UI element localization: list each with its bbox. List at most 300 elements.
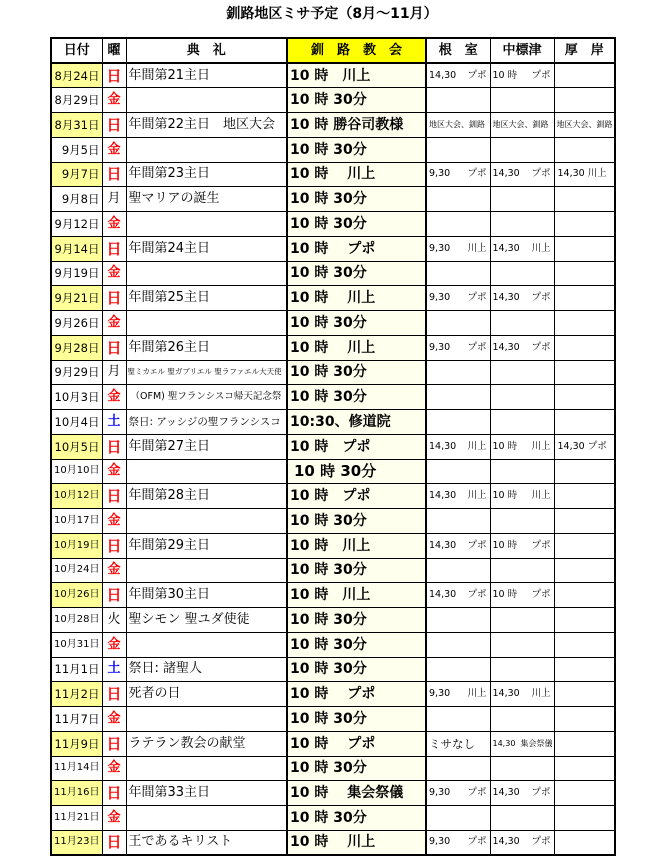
nemuro-cell [426,682,490,707]
schedule-header [51,38,615,63]
nakashibetsu-entry [493,834,551,850]
table-row [51,286,615,311]
nakashibetsu-cell [490,657,554,682]
liturgy-cell: 年間第21主日 [126,63,287,88]
nemuro-entry [429,117,489,133]
nakashibetsu-cell [490,533,554,558]
nakashibetsu-entry [493,290,551,306]
table-row [51,212,615,237]
weekday-cell: 月 [102,187,126,212]
celebrant: プポ [467,787,487,799]
weekday-cell: 日 [102,113,126,138]
nakashibetsu-cell [490,434,554,459]
akkeshi-cell [554,261,615,286]
table-row [51,187,615,212]
celebrant: 川上 [467,490,487,502]
akkeshi-cell [554,63,615,88]
date-cell: 9月28日 [51,335,102,360]
nemuro-cell [426,533,490,558]
nemuro-cell [426,830,490,855]
kushiro-cell: 10 時 川上 [287,63,426,88]
weekday-cell: 日 [102,63,126,88]
table-row [51,682,615,707]
nakashibetsu-entry [493,117,553,133]
date-cell: 10月24日 [51,558,102,583]
nemuro-entry [429,166,487,182]
weekday-cell: 火 [102,608,126,633]
liturgy-cell: 死者の日 [126,682,287,707]
akkeshi-cell [554,434,615,459]
liturgy-cell [126,756,287,781]
akkeshi-cell [554,137,615,162]
table-row [51,63,615,88]
mass-time: 14,30 [557,440,585,452]
nemuro-entry [429,290,487,306]
mass-note: 地区大会、釧路 [556,119,613,129]
mass-time: 14,30 [429,69,457,81]
nakashibetsu-cell [490,113,554,138]
table-row [51,756,615,781]
celebrant: プポ [531,836,551,848]
nemuro-cell [426,261,490,286]
nemuro-entry [429,241,487,257]
nemuro-cell [426,410,490,435]
kushiro-cell: 10 時 川上 [287,533,426,558]
nemuro-entry [429,686,487,702]
date-cell: 9月26日 [51,311,102,336]
nakashibetsu-cell [490,558,554,583]
liturgy-cell: 年間第33主日 [126,781,287,806]
date-cell: 10月3日 [51,385,102,410]
akkeshi-cell [554,657,615,682]
kushiro-cell: 10 時 川上 [287,583,426,608]
celebrant: プポ [531,168,551,180]
table-row [51,162,615,187]
celebrant: プポ [531,69,551,81]
nemuro-entry [429,68,487,84]
celebrant: プポ [531,589,551,601]
mass-time: 14,30 [429,490,457,502]
nakashibetsu-cell [490,187,554,212]
nakashibetsu-cell [490,707,554,732]
mass-time: 9,30 [429,836,451,848]
mass-time: 10 時 [492,490,518,502]
weekday-cell: 日 [102,830,126,855]
liturgy-cell [126,806,287,831]
mass-time: 10 時 [492,440,518,452]
nakashibetsu-cell [490,335,554,360]
celebrant: 川上 [467,242,487,254]
weekday-cell: 金 [102,509,126,534]
nakashibetsu-entry [493,439,551,455]
nakashibetsu-cell [490,360,554,385]
nakashibetsu-cell [490,608,554,633]
weekday-cell: 金 [102,632,126,657]
akkeshi-cell [554,731,615,756]
akkeshi-cell [554,608,615,633]
date-cell: 10月26日 [51,583,102,608]
table-row [51,509,615,534]
nakashibetsu-cell [490,212,554,237]
header-weekday: 曜 [102,38,126,63]
nakashibetsu-cell [490,830,554,855]
celebrant: 川上 [467,440,487,452]
weekday-cell: 日 [102,484,126,509]
kushiro-cell: 10 時 30分 [287,558,426,583]
weekday-cell: 金 [102,385,126,410]
date-cell: 10月4日 [51,410,102,435]
akkeshi-cell [554,806,615,831]
nemuro-cell [426,162,490,187]
kushiro-cell: 10 時 プポ [287,236,426,261]
date-cell: 11月14日 [51,756,102,781]
nemuro-cell [426,632,490,657]
nakashibetsu-cell [490,261,554,286]
date-cell: 10月5日 [51,434,102,459]
nakashibetsu-cell [490,63,554,88]
nakashibetsu-cell [490,137,554,162]
weekday-cell: 金 [102,459,126,484]
akkeshi-cell [554,212,615,237]
akkeshi-cell [554,533,615,558]
weekday-cell: 日 [102,162,126,187]
akkeshi-entry [558,439,612,455]
weekday-cell: 金 [102,756,126,781]
table-row [51,830,615,855]
table-row [51,707,615,732]
table-row [51,608,615,633]
liturgy-cell [126,137,287,162]
mass-time: 14,30 [429,589,457,601]
akkeshi-entry [558,166,612,182]
table-row [51,806,615,831]
nemuro-cell [426,286,490,311]
mass-note: 地区大会、釧路 [429,119,485,129]
celebrant: 川上 [467,688,487,700]
date-cell: 10月10日 [51,459,102,484]
mass-time: 10 時 [492,69,518,81]
akkeshi-cell [554,707,615,732]
akkeshi-cell [554,682,615,707]
mass-note: ミサなし [429,736,475,751]
page-title: 釧路地区ミサ予定（8月～11月） [226,6,438,22]
liturgy-cell [126,509,287,534]
nemuro-cell [426,311,490,336]
weekday-cell: 日 [102,731,126,756]
weekday-cell: 日 [102,335,126,360]
liturgy-cell [126,632,287,657]
table-row [51,459,615,484]
kushiro-cell: 10 時 30分 [287,632,426,657]
kushiro-cell: 10 時 30分 [287,385,426,410]
table-row [51,311,615,336]
weekday-cell: 日 [102,781,126,806]
nemuro-cell [426,335,490,360]
mass-time: 14,30 [557,168,585,180]
table-row [51,360,615,385]
akkeshi-cell [554,632,615,657]
date-cell: 10月28日 [51,608,102,633]
akkeshi-cell [554,583,615,608]
celebrant: プポ [531,341,551,353]
nakashibetsu-entry [493,538,551,554]
table-row [51,583,615,608]
nakashibetsu-cell [490,162,554,187]
kushiro-cell: 10 時 30分 [287,806,426,831]
nakashibetsu-entry [493,68,551,84]
nemuro-entry [429,439,487,455]
weekday-cell: 日 [102,533,126,558]
table-row [51,261,615,286]
weekday-cell: 金 [102,212,126,237]
nakashibetsu-cell [490,682,554,707]
akkeshi-cell [554,113,615,138]
celebrant: 川上 [587,168,607,180]
weekday-cell: 金 [102,806,126,831]
liturgy-cell: 年間第30主日 [126,583,287,608]
kushiro-cell: 10 時 勝谷司教様 [287,113,426,138]
kushiro-cell: 10 時 プポ [287,731,426,756]
mass-time: 14,30 [492,688,520,700]
mass-note: 地区大会、釧路 [492,119,549,129]
table-row [51,781,615,806]
nakashibetsu-cell [490,806,554,831]
liturgy-cell [126,311,287,336]
kushiro-cell: 10 時 30分 [287,187,426,212]
mass-time: 14,30 [492,787,520,799]
nemuro-cell [426,756,490,781]
nemuro-entry [429,340,487,356]
kushiro-cell: 10 時 プポ [287,434,426,459]
nemuro-cell [426,707,490,732]
celebrant: プポ [587,440,607,452]
table-row [51,484,615,509]
celebrant: プポ [467,292,487,304]
kushiro-cell: 10 時 30分 [287,608,426,633]
nakashibetsu-cell [490,632,554,657]
nakashibetsu-cell [490,756,554,781]
akkeshi-cell [554,88,615,113]
kushiro-cell: 10 時 30分 [287,509,426,534]
table-row [51,137,615,162]
date-cell: 9月5日 [51,137,102,162]
table-row [51,410,615,435]
celebrant: プポ [531,787,551,799]
nakashibetsu-entry [493,166,551,182]
nemuro-entry [429,785,487,801]
date-cell: 10月12日 [51,484,102,509]
table-row [51,385,615,410]
akkeshi-entry [557,117,614,133]
liturgy-cell: 年間第28主日 [126,484,287,509]
akkeshi-cell [554,558,615,583]
table-row [51,236,615,261]
table-row [51,335,615,360]
nemuro-cell [426,187,490,212]
kushiro-cell: 10 時 30分 [287,756,426,781]
celebrant: プポ [467,836,487,848]
kushiro-cell: 10 時 30分 [287,657,426,682]
header-akkeshi: 厚 岸 [554,38,615,63]
nemuro-cell [426,113,490,138]
akkeshi-cell [554,459,615,484]
mass-time: 9,30 [429,688,451,700]
nakashibetsu-cell [490,88,554,113]
mass-time: 10 時 [492,539,518,551]
date-cell: 10月31日 [51,632,102,657]
table-row [51,533,615,558]
akkeshi-cell [554,509,615,534]
akkeshi-cell [554,385,615,410]
akkeshi-cell [554,781,615,806]
celebrant: 川上 [531,242,551,254]
mass-time: 14,30 [492,292,520,304]
celebrant: プポ [531,539,551,551]
akkeshi-cell [554,236,615,261]
nakashibetsu-cell [490,385,554,410]
nemuro-cell [426,385,490,410]
mass-time: 9,30 [429,341,451,353]
nakashibetsu-cell [490,236,554,261]
celebrant: 川上 [531,688,551,700]
liturgy-cell [126,558,287,583]
header-row [51,38,615,63]
akkeshi-cell [554,187,615,212]
date-cell: 10月19日 [51,533,102,558]
liturgy-cell: 年間第29主日 [126,533,287,558]
nemuro-cell [426,657,490,682]
liturgy-cell: 年間第26主日 [126,335,287,360]
header-nakashibetsu: 中標津 [490,38,554,63]
mass-time: 10 時 [492,589,518,601]
celebrant: プポ [467,589,487,601]
nemuro-entry [429,538,487,554]
mass-time: 14,30 [492,168,520,180]
liturgy-cell: （OFM) 聖フランシスコ帰天記念祭 [126,385,287,410]
celebrant: プポ [531,292,551,304]
kushiro-cell: 10 時 川上 [287,286,426,311]
kushiro-cell: 10 時 プポ [287,484,426,509]
nemuro-cell [426,484,490,509]
kushiro-cell: 10 時 30分 [287,88,426,113]
nakashibetsu-cell [490,583,554,608]
liturgy-cell: 王であるキリスト [126,830,287,855]
nemuro-cell [426,434,490,459]
nakashibetsu-cell [490,286,554,311]
nakashibetsu-cell [490,509,554,534]
nemuro-cell [426,583,490,608]
nakashibetsu-cell [490,781,554,806]
liturgy-cell: 聖ミカエル 聖ガブリエル 聖ラファエル大天使 [126,360,287,385]
nemuro-cell [426,212,490,237]
weekday-cell: 金 [102,261,126,286]
liturgy-cell: 年間第27主日 [126,434,287,459]
kushiro-cell: 10 時 川上 [287,162,426,187]
kushiro-cell: 10 時 30分 [287,137,426,162]
kushiro-cell: 10 時 30分 [287,459,426,484]
akkeshi-cell [554,360,615,385]
nemuro-cell [426,806,490,831]
kushiro-cell: 10 時 プポ [287,682,426,707]
weekday-cell: 金 [102,311,126,336]
kushiro-cell: 10 時 川上 [287,830,426,855]
mass-time: 14,30 [492,341,520,353]
date-cell: 11月21日 [51,806,102,831]
weekday-cell: 日 [102,434,126,459]
nemuro-cell [426,63,490,88]
weekday-cell: 金 [102,707,126,732]
weekday-cell: 月 [102,360,126,385]
nakashibetsu-cell [490,410,554,435]
date-cell: 8月31日 [51,113,102,138]
nemuro-entry [429,736,487,752]
date-cell: 8月24日 [51,63,102,88]
weekday-cell: 日 [102,583,126,608]
nemuro-cell [426,558,490,583]
kushiro-cell: 10 時 30分 [287,261,426,286]
liturgy-cell: 聖マリアの誕生 [126,187,287,212]
date-cell: 9月8日 [51,187,102,212]
date-cell: 9月14日 [51,236,102,261]
liturgy-cell [126,261,287,286]
schedule-table [50,37,616,856]
mass-time: 9,30 [429,242,451,254]
kushiro-cell: 10 時 川上 [287,335,426,360]
kushiro-cell: 10 時 30分 [287,707,426,732]
nemuro-cell [426,459,490,484]
weekday-cell: 日 [102,682,126,707]
header-date: 日付 [51,38,102,63]
date-cell: 11月7日 [51,707,102,732]
nemuro-cell [426,360,490,385]
liturgy-cell: 年間第25主日 [126,286,287,311]
date-cell: 9月7日 [51,162,102,187]
table-row [51,558,615,583]
akkeshi-cell [554,286,615,311]
weekday-cell: 日 [102,236,126,261]
celebrant: 川上 [531,490,551,502]
akkeshi-cell [554,162,615,187]
nemuro-entry [429,488,487,504]
mass-time: 14,30 [492,242,520,254]
kushiro-cell: 10 時 30分 [287,311,426,336]
weekday-cell: 金 [102,137,126,162]
celebrant: プポ [467,168,487,180]
celebrant: 川上 [531,440,551,452]
mass-time: 9,30 [429,787,451,799]
table-row [51,88,615,113]
nakashibetsu-cell [490,731,554,756]
nemuro-entry [429,587,487,603]
date-cell: 11月16日 [51,781,102,806]
date-cell: 11月2日 [51,682,102,707]
date-cell: 9月21日 [51,286,102,311]
nakashibetsu-entry [493,686,551,702]
akkeshi-cell [554,484,615,509]
nakashibetsu-entry [493,587,551,603]
nakashibetsu-entry [493,736,553,752]
table-row [51,731,615,756]
kushiro-cell: 10 時 30分 [287,212,426,237]
date-cell: 11月9日 [51,731,102,756]
akkeshi-cell [554,830,615,855]
celebrant: プポ [467,539,487,551]
date-cell: 9月12日 [51,212,102,237]
nemuro-cell [426,731,490,756]
mass-time: 9,30 [429,292,451,304]
nemuro-cell [426,137,490,162]
mass-time: 14,30 [429,539,457,551]
